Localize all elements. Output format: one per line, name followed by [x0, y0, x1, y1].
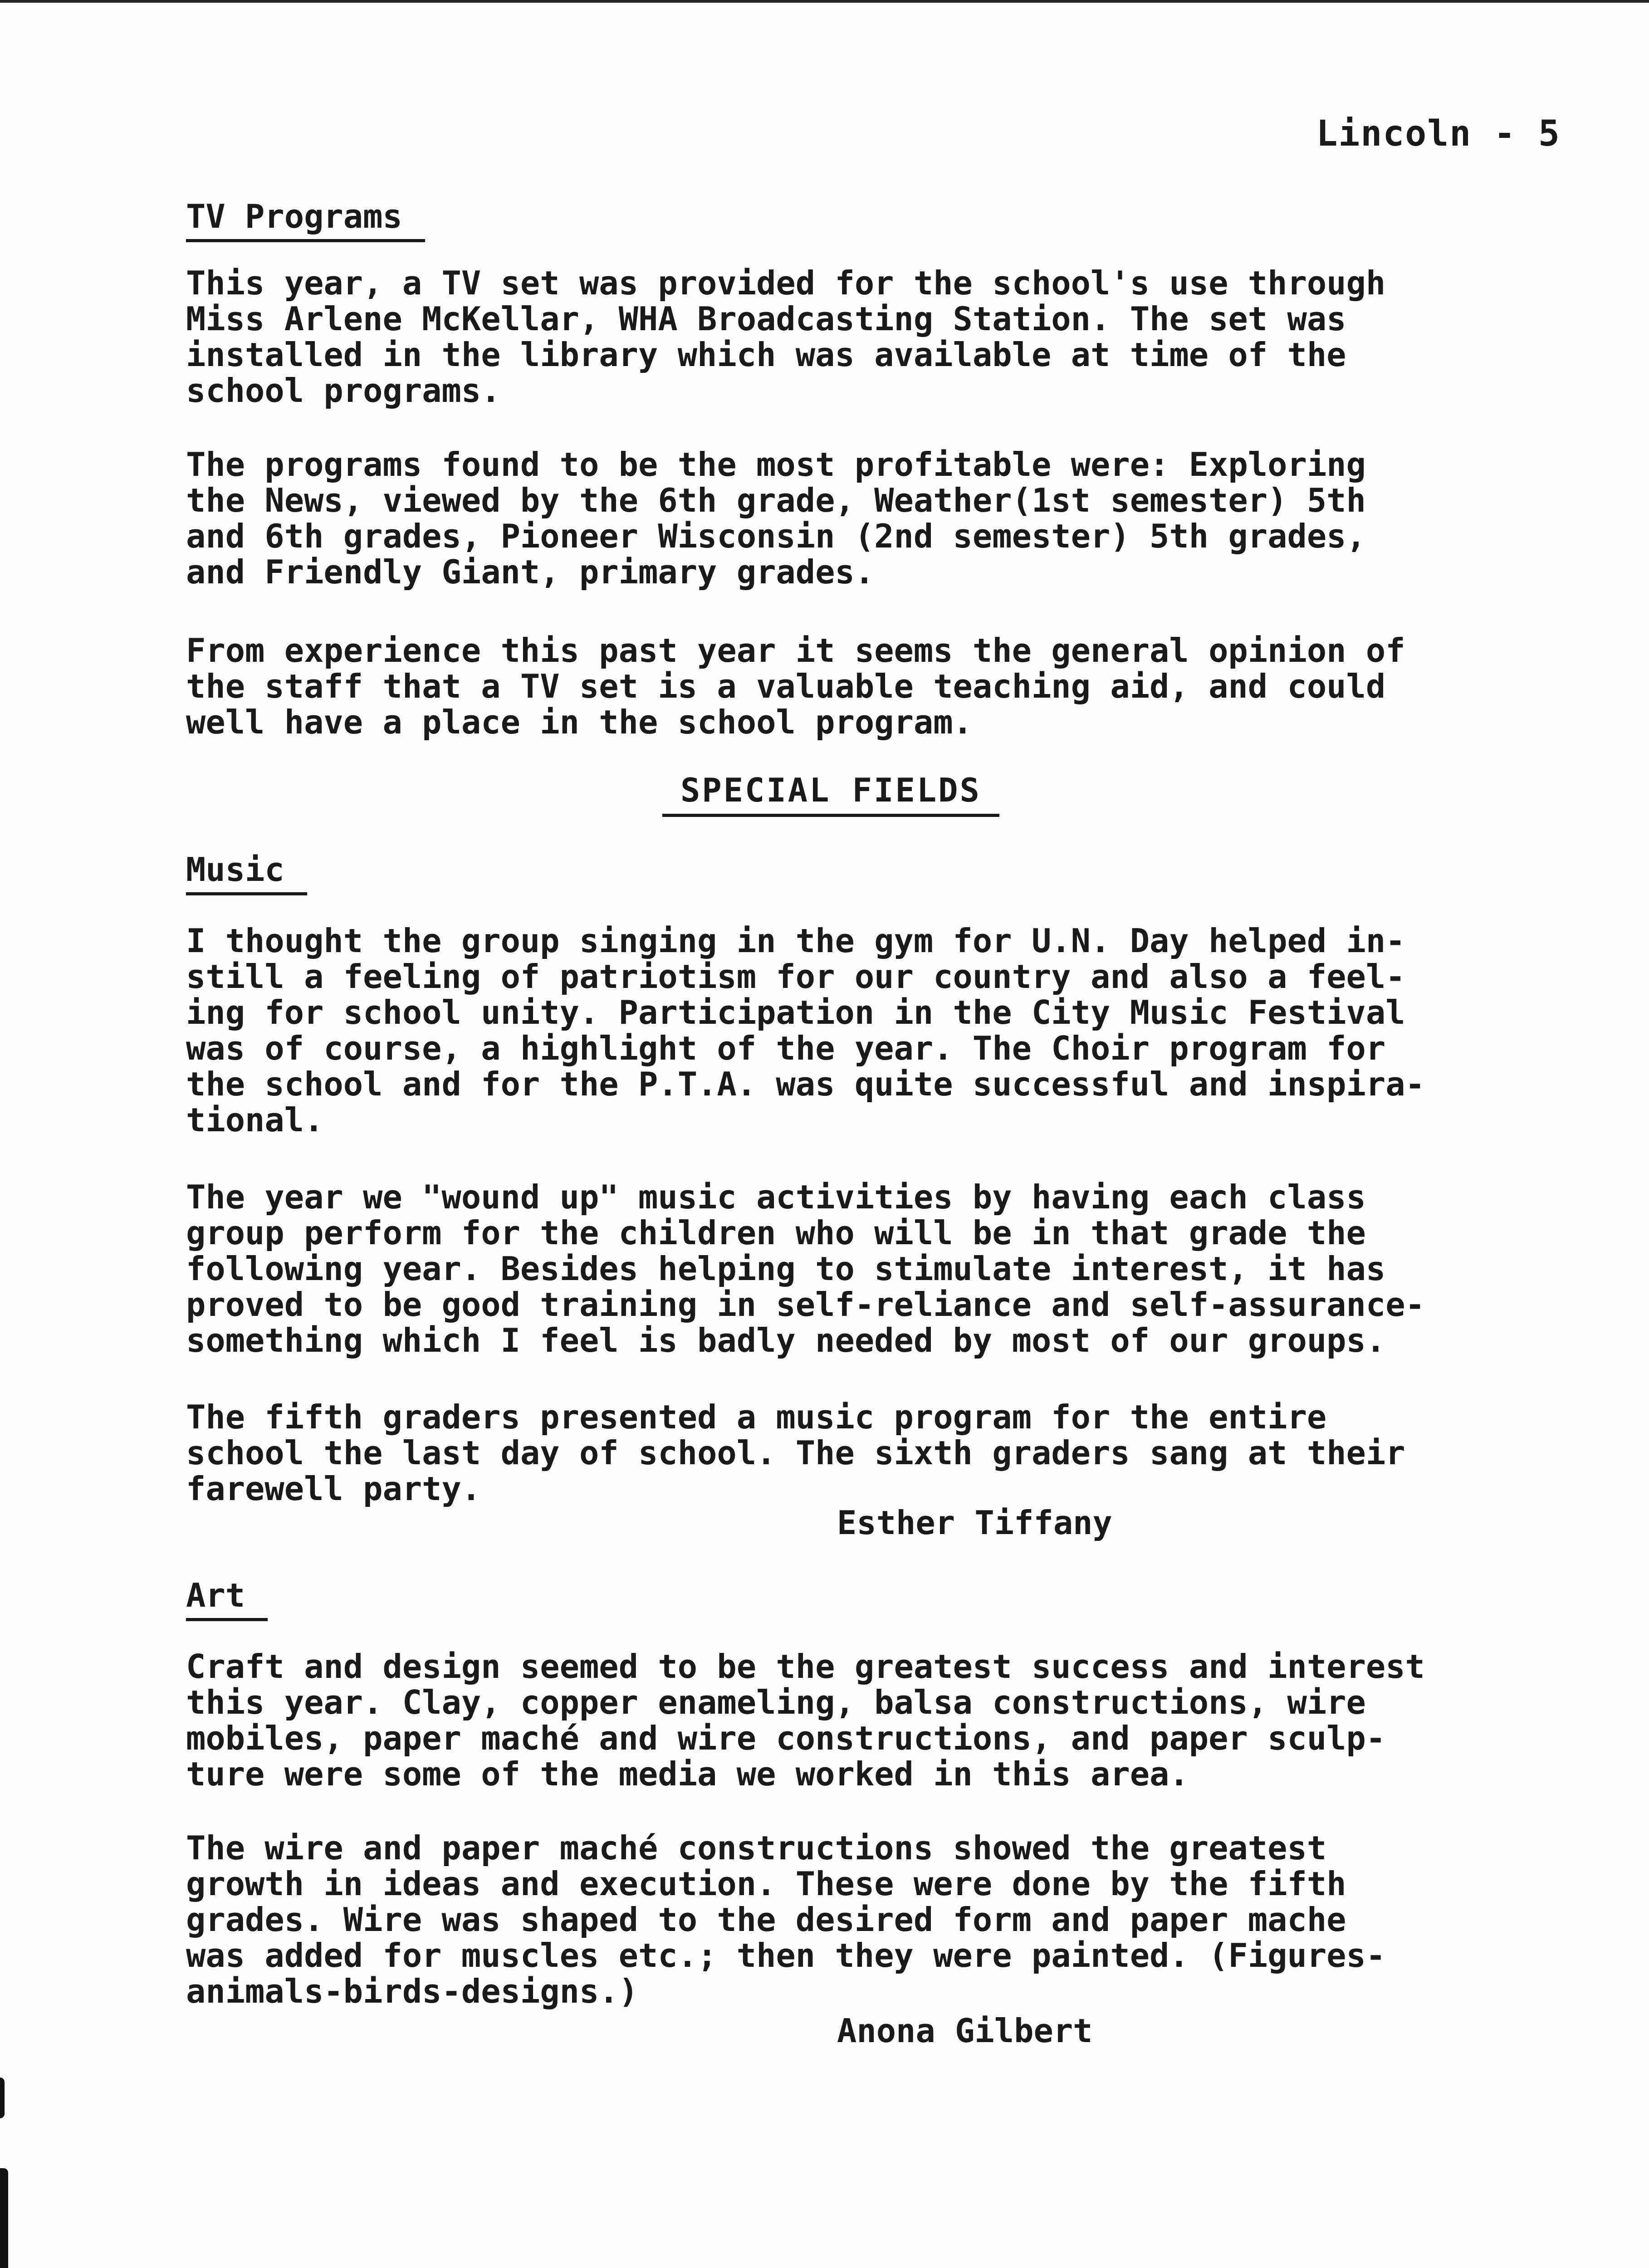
music-heading-block — [186, 850, 1565, 895]
tv-paragraph-2: The programs found to be the most profitable were: Exploring the News, viewed by the 6th grade, Weather(1st semester) 5th and 6th grades, Pioneer Wisconsin (2nd semester) 5th grades, and Friendly Giant, primary grades. — [186, 445, 1366, 591]
music-signature: Esther Tiffany — [837, 1504, 1112, 1542]
tv-paragraph-3-block — [186, 633, 1565, 740]
scan-edge-mark — [0, 2077, 5, 2118]
tv-programs-heading: TV Programs — [186, 197, 425, 242]
music-paragraph-2: The year we "wound up" music activities by having each class group perform for the children who will be in that grade the following year. Besides helping to stimulate interest, it has proved to be good training in self-reliance and self-assurance- something which I feel is badly needed by most of our groups. — [186, 1178, 1425, 1359]
tv-paragraph-3: From experience this past year it seems the general opinion of the staff that a TV set is a valuable teaching aid, and could well have a place in the school program. — [186, 631, 1405, 741]
music-paragraph-3: The fifth graders presented a music program for the entire school the last day of school. The sixth graders sang at their farewell party. — [186, 1398, 1405, 1508]
art-heading-block — [186, 1576, 1565, 1621]
music-paragraph-1-block — [186, 923, 1565, 1138]
top-edge-rule — [0, 0, 1649, 3]
art-paragraph-2-block — [186, 1830, 1565, 2009]
art-paragraph-1: Craft and design seemed to be the greatest success and interest this year. Clay, copper enameling, balsa constructions, wire mobiles, paper maché and wire constructions, and paper sculp- ture were some of the media we worked in this area. — [186, 1647, 1425, 1793]
art-paragraph-1-block — [186, 1649, 1565, 1792]
special-fields-title: SPECIAL FIELDS — [662, 771, 999, 817]
page-label: Lincoln - 5 — [1316, 113, 1561, 154]
music-paragraph-1: I thought the group singing in the gym for U.N. Day helped in- still a feeling of patriotism for our country and also a feel- ing for school unity. Participation in the City Music Festival was of course, a highlight of the year. The Choir program for the school and for the P.T.A. was quite successful and inspira- tional. — [186, 922, 1425, 1139]
art-paragraph-2: The wire and paper maché constructions showed the greatest growth in ideas and execution. These were done by the fifth grades. Wire was shaped to the desired form and paper mache was added for muscles etc.; then they were painted. (Figures- animals-birds-designs.) — [186, 1829, 1386, 2010]
art-heading: Art — [186, 1576, 268, 1621]
music-paragraph-3-block — [186, 1399, 1565, 1507]
tv-paragraph-2-block — [186, 447, 1565, 590]
scan-edge-mark — [0, 2168, 8, 2268]
music-heading: Music — [186, 850, 307, 895]
music-paragraph-2-block — [186, 1179, 1565, 1359]
tv-paragraph-1: This year, a TV set was provided for the school's use through Miss Arlene McKellar, WHA Broadcasting Station. The set was installed in the library which was available at time of the school programs. — [186, 264, 1386, 410]
tv-paragraph-1-block — [186, 265, 1565, 409]
art-signature: Anona Gilbert — [837, 2012, 1093, 2050]
tv-programs-heading-block — [186, 197, 1565, 242]
